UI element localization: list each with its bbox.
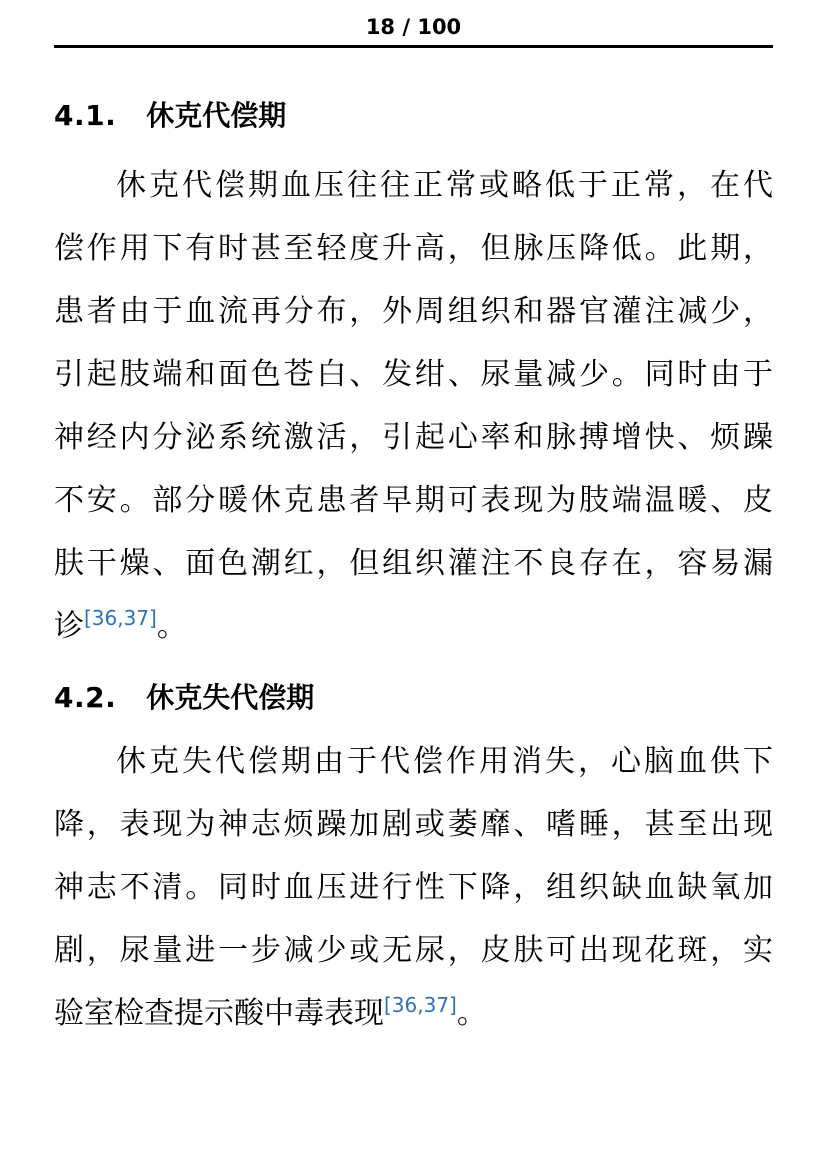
line-text: 不安。部分暖休克患者早期可表现为肢端温暖、皮 — [54, 483, 773, 518]
text-line — [54, 343, 773, 406]
line-text: 。 — [156, 609, 187, 644]
text-line — [54, 217, 773, 280]
line-text: 神志不清。同时血压进行性下降，组织缺血缺氧加 — [54, 870, 773, 905]
citation-link[interactable]: [36,37] — [84, 606, 157, 630]
text-line — [54, 730, 773, 793]
line-text: 引起肢端和面色苍白、发绀、尿量减少。同时由于 — [54, 357, 773, 392]
section-heading-4-2 — [54, 680, 773, 716]
section-heading-4-1 — [54, 98, 773, 134]
line-text: 肤干燥、面色潮红，但组织灌注不良存在，容易漏 — [54, 546, 773, 581]
line-text: 诊 — [54, 609, 84, 644]
line-text: 降，表现为神志烦躁加剧或萎靡、嗜睡，甚至出现 — [54, 807, 773, 842]
text-line — [54, 280, 773, 343]
line-text: 神经内分泌系统激活，引起心率和脉搏增快、烦躁 — [54, 420, 773, 455]
section-title: 休克失代偿期 — [146, 681, 315, 714]
text-line — [54, 856, 773, 919]
text-line — [54, 532, 773, 595]
line-text: 剧，尿量进一步减少或无尿，皮肤可出现花斑，实 — [54, 933, 773, 968]
page-number: 18 / 100 — [365, 15, 462, 39]
text-line — [54, 793, 773, 856]
line-text: 验室检查提示酸中毒表现 — [54, 996, 384, 1031]
section-number: 4.1. — [54, 99, 117, 132]
text-line — [54, 982, 773, 1045]
citation-link[interactable]: [36,37] — [384, 993, 457, 1017]
text-line — [54, 469, 773, 532]
text-line — [54, 154, 773, 217]
paragraph-4-1 — [54, 154, 773, 658]
page-header — [54, 14, 773, 48]
text-line — [54, 919, 773, 982]
line-text: 患者由于血流再分布，外周组织和器官灌注减少， — [54, 294, 773, 329]
line-text: 休克代偿期血压往往正常或略低于正常，在代 — [116, 168, 773, 203]
text-line — [54, 406, 773, 469]
line-text: 偿作用下有时甚至轻度升高，但脉压降低。此期， — [54, 231, 773, 266]
section-title: 休克代偿期 — [146, 99, 287, 132]
line-text: 。 — [456, 996, 487, 1031]
section-number: 4.2. — [54, 681, 117, 714]
text-line — [54, 595, 773, 658]
line-text: 休克失代偿期由于代偿作用消失，心脑血供下 — [116, 744, 773, 779]
paragraph-4-2 — [54, 730, 773, 1045]
